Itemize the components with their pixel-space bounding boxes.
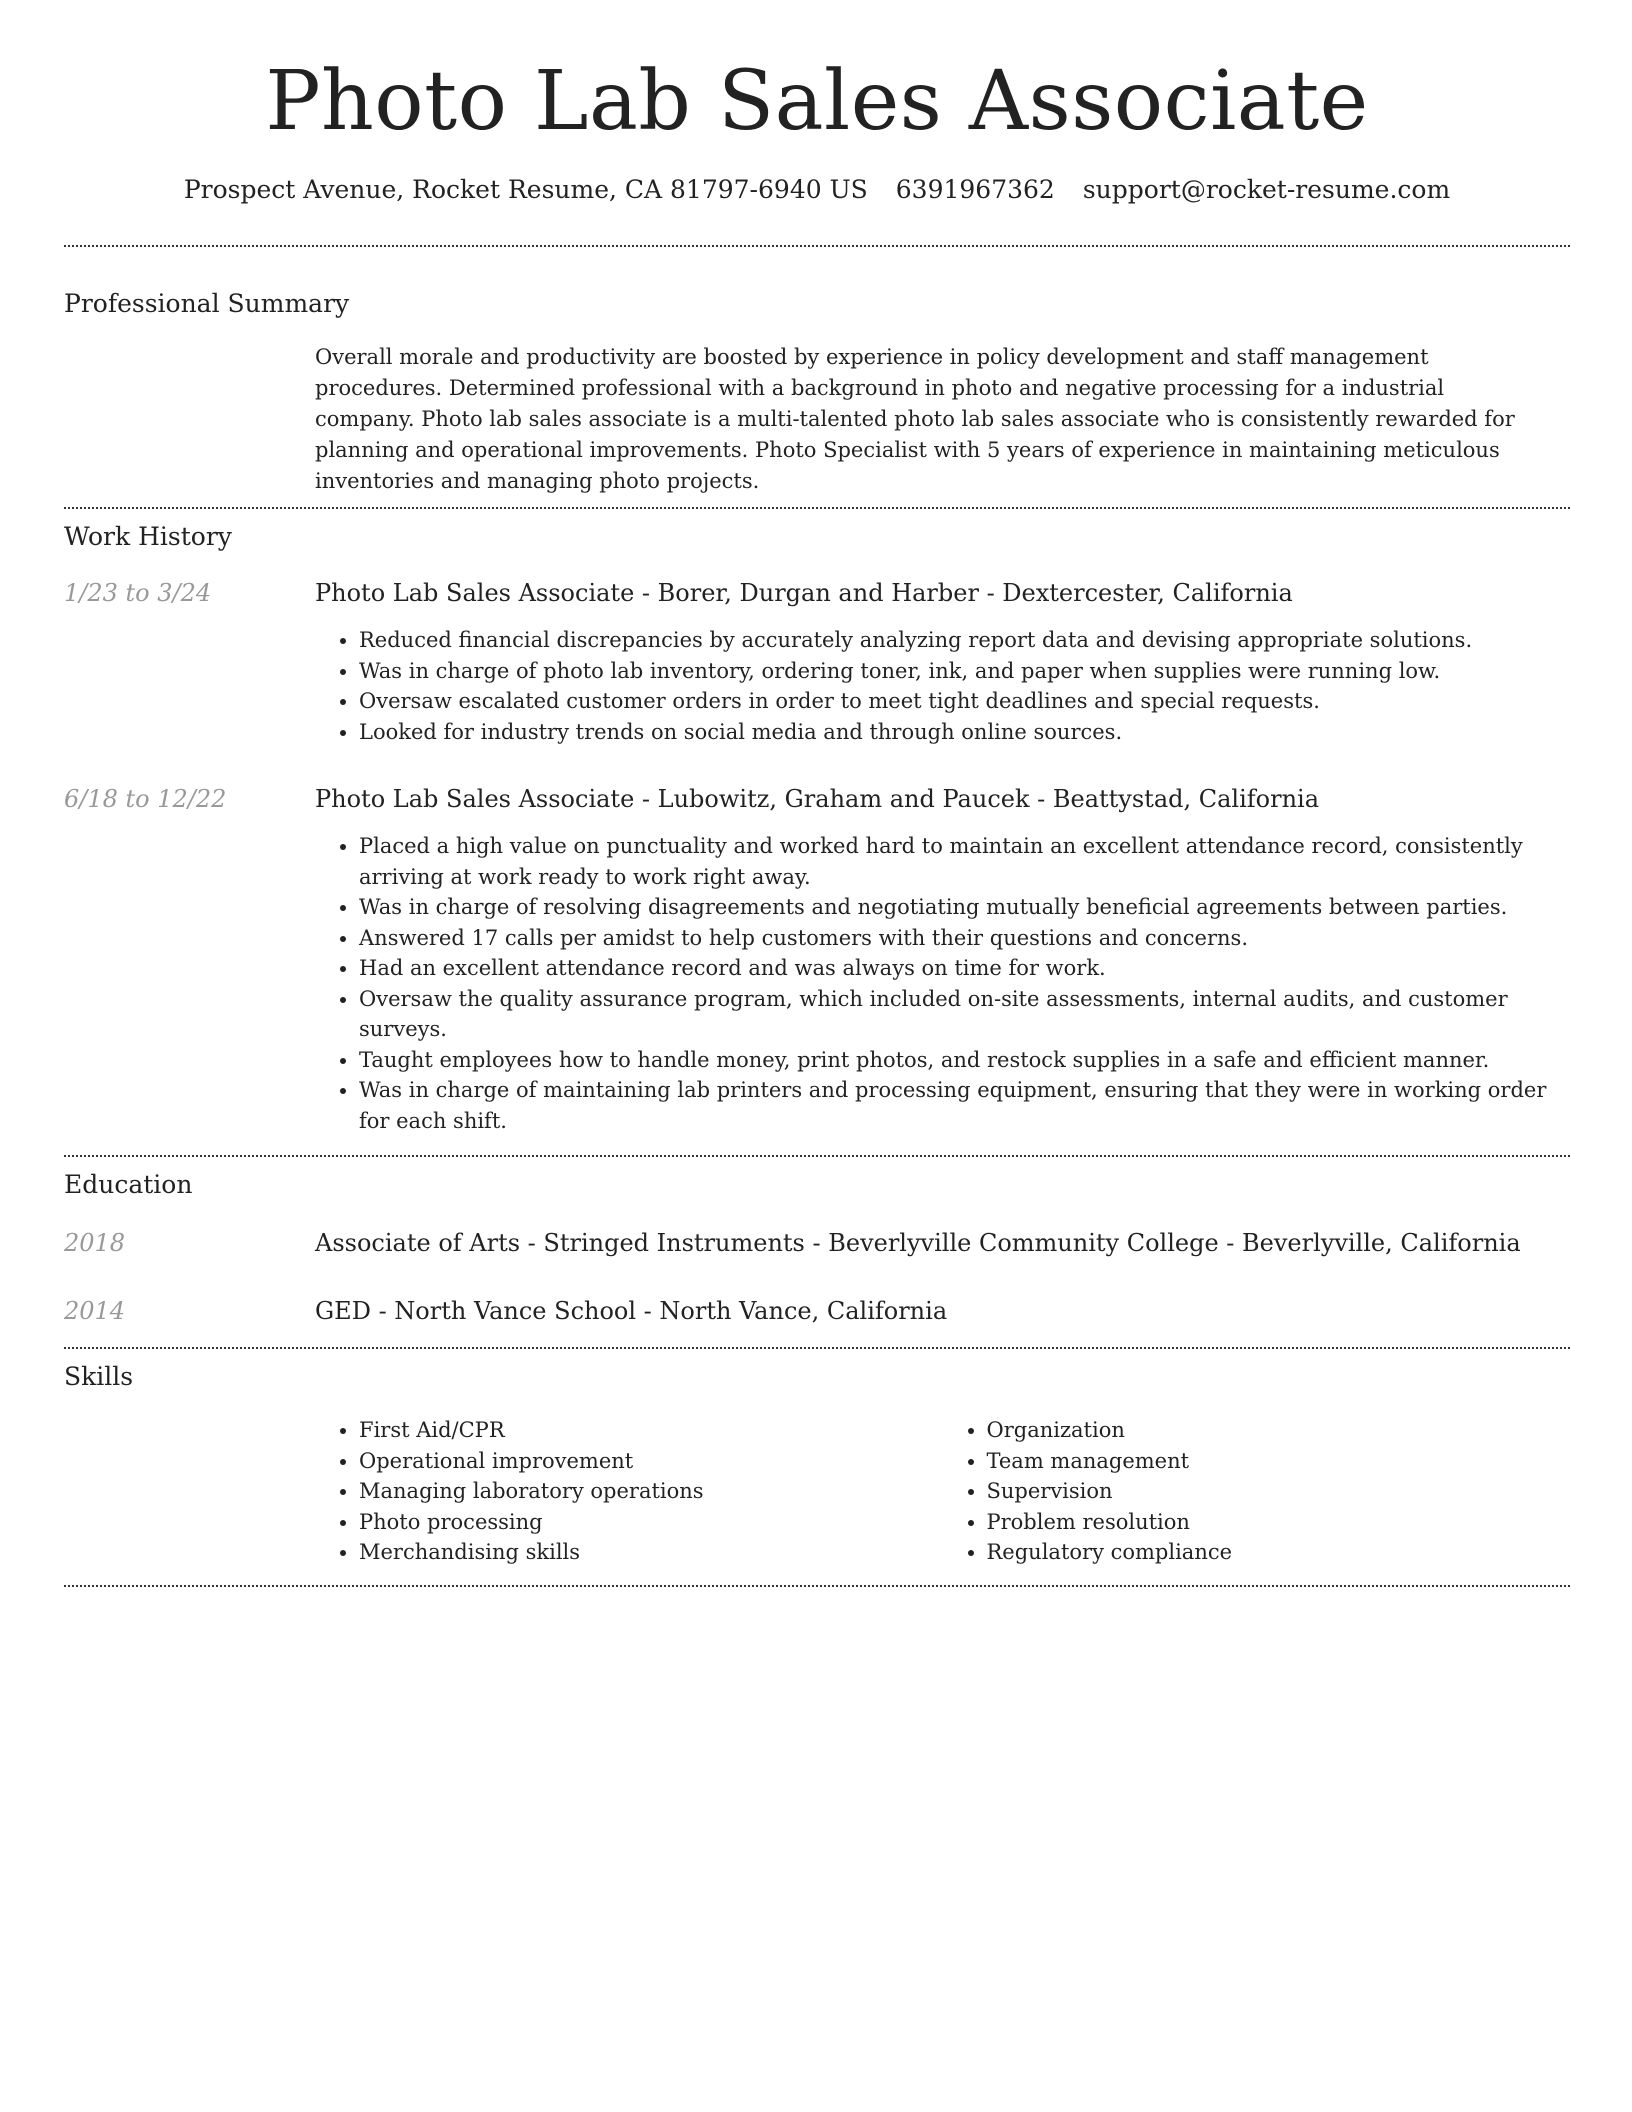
job-headline: Photo Lab Sales Associate - Lubowitz, Graham and Paucek - Beattystad, California <box>315 785 1320 813</box>
education-headline: Associate of Arts - Stringed Instruments - Beverlyville Community College - Beverlyville, California <box>315 1229 1521 1257</box>
job-bullet: • Placed a high value on punctuality and worked hard to maintain an excellent attendance record, consistently arriving at work ready to work right away. <box>359 831 1550 892</box>
job-headline: Photo Lab Sales Associate - Borer, Durgan and Harber - Dextercester, California <box>315 579 1293 607</box>
education-entry <box>64 1293 1570 1329</box>
job-bullet: • Was in charge of resolving disagreements and negotiating mutually beneficial agreements between parties. <box>359 892 1550 923</box>
job-bullet: • Looked for industry trends on social media and through online sources. <box>359 717 1550 748</box>
divider <box>64 1155 1570 1157</box>
job-bullet: • Answered 17 calls per amidst to help customers with their questions and concerns. <box>359 923 1550 954</box>
job-bullet: • Reduced financial discrepancies by accurately analyzing report data and devising appropriate solutions. <box>359 625 1550 656</box>
job-bullet: • Had an excellent attendance record and was always on time for work. <box>359 953 1550 984</box>
skill-item: • Supervision <box>987 1476 1571 1507</box>
skills-column-left <box>315 1415 943 1568</box>
resume-title: Photo Lab Sales Associate <box>265 54 1369 149</box>
divider <box>64 245 1570 247</box>
education-year: 2018 <box>64 1229 126 1257</box>
resume-page <box>64 0 1570 1587</box>
education-year: 2014 <box>64 1297 126 1325</box>
skill-item: • Regulatory compliance <box>987 1537 1571 1568</box>
skill-item: • Merchandising skills <box>359 1537 943 1568</box>
education-headline: GED - North Vance School - North Vance, California <box>315 1297 948 1325</box>
summary-text: Overall morale and productivity are boosted by experience in policy development and staff management procedures. Determined professional with a background in photo and negative processing for a industrial company. Photo lab sales associate is a multi-talented photo lab sales associate who is consistently rewarded for planning and operational improvements. Photo Specialist with 5 years of experience in maintaining meticulous inventories and managing photo projects. <box>315 345 1515 493</box>
section-title-education: Education <box>64 1170 193 1199</box>
skill-item: • Team management <box>987 1446 1571 1477</box>
job-dates: 6/18 to 12/22 <box>64 785 227 813</box>
contact-address: Prospect Avenue, Rocket Resume, CA 81797-6940 US <box>183 175 868 204</box>
divider <box>64 1347 1570 1349</box>
skills-column-right <box>943 1415 1571 1568</box>
contact-email: support@rocket-resume.com <box>1082 175 1451 204</box>
skill-item: • Problem resolution <box>987 1507 1571 1538</box>
job-bullets <box>315 625 1550 747</box>
section-title-work-history: Work History <box>64 522 232 551</box>
skill-item: • Photo processing <box>359 1507 943 1538</box>
skill-item: • Organization <box>987 1415 1571 1446</box>
section-title-skills: Skills <box>64 1362 134 1391</box>
section-title-summary: Professional Summary <box>64 289 350 318</box>
job-bullet: • Was in charge of maintaining lab printers and processing equipment, ensuring that they were in working order for each shift. <box>359 1075 1550 1136</box>
divider <box>64 507 1570 509</box>
divider <box>64 1585 1570 1587</box>
job-bullet: • Oversaw escalated customer orders in order to meet tight deadlines and special requests. <box>359 686 1550 717</box>
job-bullet: • Was in charge of photo lab inventory, ordering toner, ink, and paper when supplies were running low. <box>359 656 1550 687</box>
contact-phone: 6391967362 <box>895 175 1055 204</box>
job-entry <box>64 781 1570 1136</box>
job-bullets <box>315 831 1550 1136</box>
skill-item: • First Aid/CPR <box>359 1415 943 1446</box>
skills-list <box>315 1415 1570 1568</box>
job-bullet: • Oversaw the quality assurance program, which included on-site assessments, internal audits, and customer surveys. <box>359 984 1550 1045</box>
skill-item: • Managing laboratory operations <box>359 1476 943 1507</box>
skill-item: • Operational improvement <box>359 1446 943 1477</box>
job-dates: 1/23 to 3/24 <box>64 579 212 607</box>
job-bullet: • Taught employees how to handle money, print photos, and restock supplies in a safe and efficient manner. <box>359 1045 1550 1076</box>
job-entry <box>64 575 1570 747</box>
education-entry <box>64 1225 1570 1261</box>
contact-line <box>64 172 1570 208</box>
